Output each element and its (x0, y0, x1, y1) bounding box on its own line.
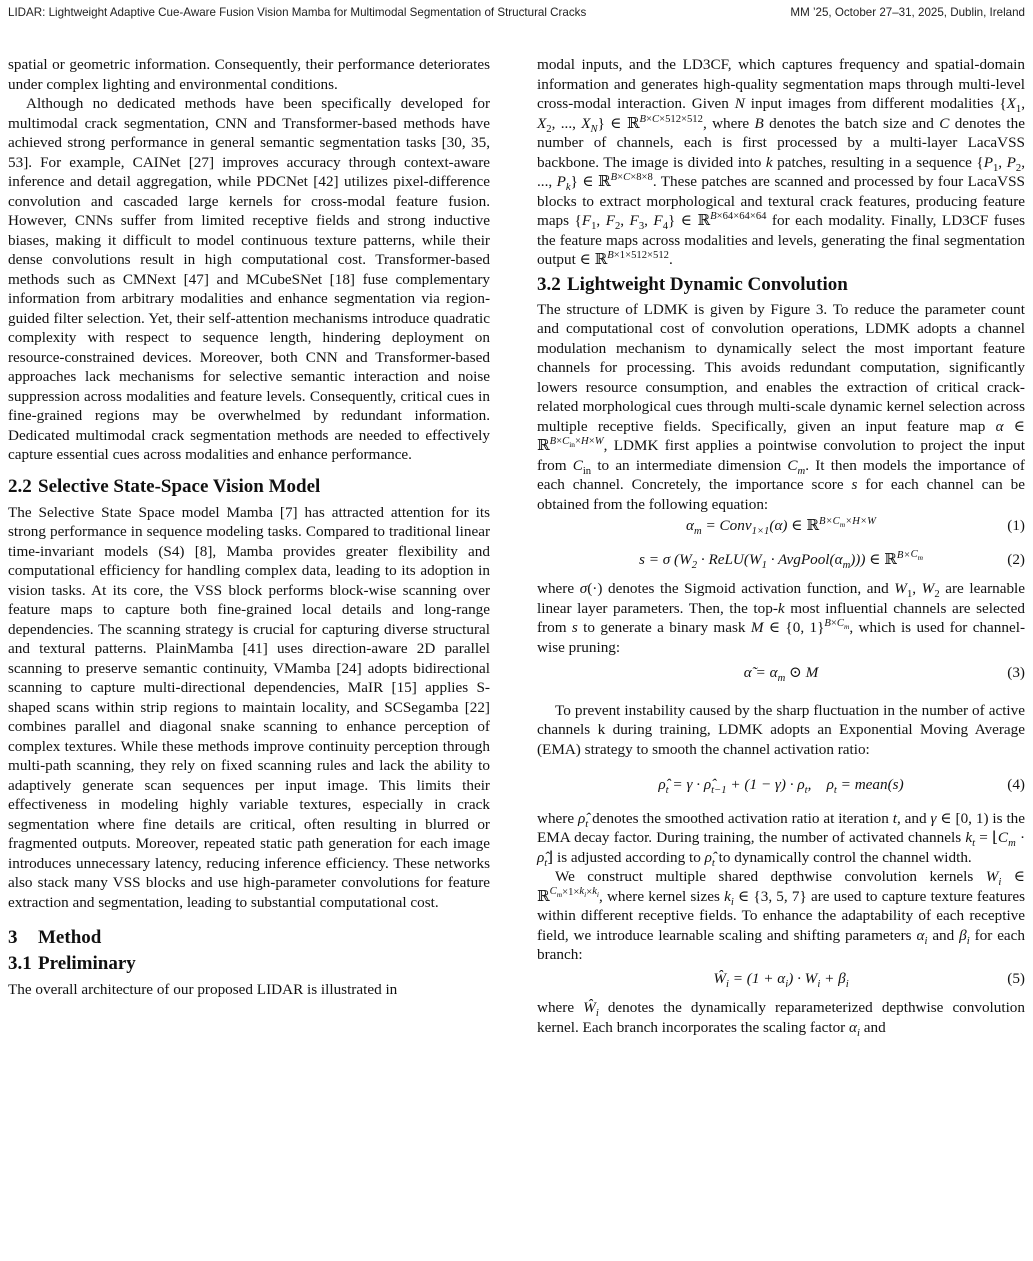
section-heading-3-2: 3.2 Lightweight Dynamic Convolution (537, 273, 848, 295)
equation-1: $\alpha_m$ = Conv$_{1\times 1}$(α) ∈ ℝ$^{B\times C_m\times H\times W}$ (1) (686, 515, 1025, 538)
running-header (8, 6, 1025, 26)
section-title: Lightweight Dynamic Convolution (567, 273, 848, 295)
equation-5: $Ŵ_i = (1 + \alpha_i) \cdot W_i + \beta_i$ (5) (713, 969, 1025, 990)
paragraph: where σ(·) denotes the Sigmoid activation function, and $W_1$, $W_2$ are learnable linear layer parameters. Then, the top-k most influential channels are selected from s to generate a binary mask M ∈ {0, 1}$^{B\times C_m}$, which is used for channel-wise pruning: (537, 580, 1026, 656)
paragraph: where $\rhô_t$ denotes the smoothed activation ratio at iteration t, and γ ∈ [0, 1) is the EMA decay factor. During training, the number of activated channels $k_t$ = $⌊C_m$ · $\rhô_t⌋$ is adjusted according to $\rhô_t$ to dynamically control the channel width. (537, 809, 1026, 869)
paragraph: spatial or geometric information. Consequently, their performance deteriorates under complex lighting and environmental conditions. (8, 56, 490, 93)
paragraph: The Selective State Space model Mamba [7] has attracted attention for its strong performance in sequence modeling tasks. Compared to traditional linear time-invariant models (S4) [8], Mamba provides greater flexibility and computational efficiency for handling complex data, leading to its adoption in vision tasks. At its core, the VSS block performs block-wise scanning over feature maps to capture both fine-grained local details and long-range dependencies. The scanning strategy is crucial for capturing diverse structural and textural patterns. PlainMamba [41] uses direction-aware 2D parallel scanning to preserve semantic continuity, VMamba [24] adopts bidirectional scanning to capture multi-directional dependencies, MaIR [15] applies S-shaped scans within strip regions to maintain locality, and SCSegamba [22] combines parallel and diagonal snake scanning to enhance perception of complex textures. While these methods improve continuity perception through multi-path scanning, they rely on fixed scanning rules and lack the ability to adaptively generate scan sequences per input image. This limits their effectiveness in modeling highly variable textures, especially in crack segmentation where fine details are critical, often resulting in blurred or fragmented outputs. Moreover, repeated static path generation for each image introduces unnecessary latency, reducing inference efficiency. These networks also stack many VSS blocks and use high-parameter convolutions for feature extraction and segmentation, leading to substantial computational cost. (8, 503, 490, 911)
section-heading-2-2: 2.2 Selective State-Space Vision Model (8, 475, 321, 497)
equation-number: (5) (1007, 969, 1025, 987)
section-heading-3: 3 Method (8, 927, 102, 948)
equation-number: (1) (1007, 517, 1025, 534)
paragraph: To prevent instability caused by the sharp fluctuation in the number of active channels k during training, LDMK adopts an Exponential Moving Average (EMA) strategy to smooth the channel activation ratio: (537, 701, 1025, 758)
paragraph: The overall architecture of our proposed LIDAR is illustrated in (8, 981, 398, 998)
equation-number: (3) (1007, 664, 1025, 681)
equation-4: $\rhô_t = \gamma$ · $\rhô_{t-1} + (1 - \gamma) \cdot \rho_t$, $\rho_t$ = mean(s) (4) (658, 776, 1025, 797)
equation-3: α̃ = $\alpha_m$ ⊙ M (3) (743, 664, 1025, 685)
equation-number: (4) (1007, 776, 1025, 793)
section-title: Selective State-Space Vision Model (38, 475, 321, 497)
right-column (537, 55, 1025, 1037)
paragraph: We construct multiple shared depthwise convolution kernels $W_i$ ∈ ℝ$^{C_m\times 1\times k_i\times k_i}$, where kernel sizes $k_i$ ∈ {3, 5, 7} are used to capture texture features within different receptive fields. To enhance the adaptability of each receptive field, we introduce learnable scaling and shifting parameters $\alpha_i$ and $\beta_i$ for each branch: (537, 868, 1026, 963)
running-header-title: LIDAR: Lightweight Adaptive Cue-Aware Fusion Vision Mamba for Multimodal Segmentation of Structural Cracks (8, 6, 587, 19)
running-header-venue: MM ’25, October 27–31, 2025, Dublin, Ireland (790, 6, 1025, 19)
section-title: Preliminary (38, 953, 136, 974)
equation-number: (2) (1007, 550, 1025, 568)
paragraph: Although no dedicated methods have been specifically developed for multimodal crack segmentation, CNN and Transformer-based methods have achieved strong performance in general semantic segmentation tasks [30, 35, 53]. For example, CAINet [27] improves accuracy through context-aware inference and detail aggregation, while PDCNet [42] utilizes pixel-difference convolution and cascaded large kernels for cross-modal feature fusion. However, CNNs suffer from limited receptive fields and strong inductive biases, making it difficult to model continuous texture patterns, while their dense convolutions result in high computational cost. Transformer-based methods such as CMNext [47] and MCubeSNet [18] fuse complementary information from arbitrary modalities and enhance segmentation via region-guided filter selection. Yet, their self-attention mechanisms introduce quadratic complexity with respect to sequence length, hindering deployment on resource-constrained devices. Moreover, both CNN and Transformer-based approaches lack mechanisms for selective semantic interaction and noise suppression across modalities and feature levels. Consequently, critical cues in fine-grained regions may be overwhelmed by redundant information. Dedicated multimodal crack segmentation methods are needed to effectively capture essential cues across modalities and enhance performance. (8, 95, 490, 463)
equation-2: s = σ ($W_2$ · $ReLU(W_1$ · $AvgPool(\alpha_m)$)) ∈ ℝ$^{B\times C_m}$ (2) (638, 549, 1025, 571)
section-title: Method (38, 927, 102, 948)
left-column (8, 55, 490, 1000)
paragraph: The structure of LDMK is given by Figure 3. To reduce the parameter count and computational cost of convolution operations, LDMK adopts a channel modulation mechanism to dynamically select the most important feature channels for processing. This avoids redundant computation, significantly lowers resource consumption, and enables the extraction of critical crack-related morphological cues through multi-scale dynamic kernel selection across multiple receptive fields. Specifically, given an input feature map α ∈ ℝ$^{B\times C_{in}\times H\times W}$, LDMK first applies a pointwise convolution to project the input from $C_{in}$ to an intermediate dimension $C_m$. It then models the importance of each channel. Concretely, the importance score s for each channel can be obtained from the following equation: (537, 300, 1025, 513)
section-heading-3-1: 3.1 Preliminary (8, 953, 136, 974)
paragraph: where $Ŵ_i$ denotes the dynamically reparameterized depthwise convolution kernel. Each branch incorporates the scaling factor $\alpha_i$ and (537, 999, 1025, 1039)
paragraph: modal inputs, and the LD3CF, which captures frequency and spatial-domain information and generates high-quality segmentation maps through multi-level cross-modal interaction. Given N input images from different modalities {$X_1$, $X_2$, ..., $X_N$} ∈ ℝ$^{B\times C\times 512\times 512}$, where B denotes the batch size and C denotes the number of channels, each is first processed by a multi-layer LacaVSS backbone. The image is divided into k patches, resulting in a sequence {$P_1$, $P_2$, ..., $P_k$} ∈ ℝ$^{B\times C\times 8\times 8}$. These patches are scanned and processed by four LacaVSS blocks to extract morphological and textural crack features, producing feature maps {$F_1$, $F_2$, $F_3$, $F_4$} ∈ ℝ$^{B\times 64\times 64\times 64}$ for each modality. Finally, LD3CF fuses the feature maps across modalities and levels, generating the final segmentation output ∈ ℝ$^{B\times 1\times 512\times 512}$. (537, 56, 1026, 268)
